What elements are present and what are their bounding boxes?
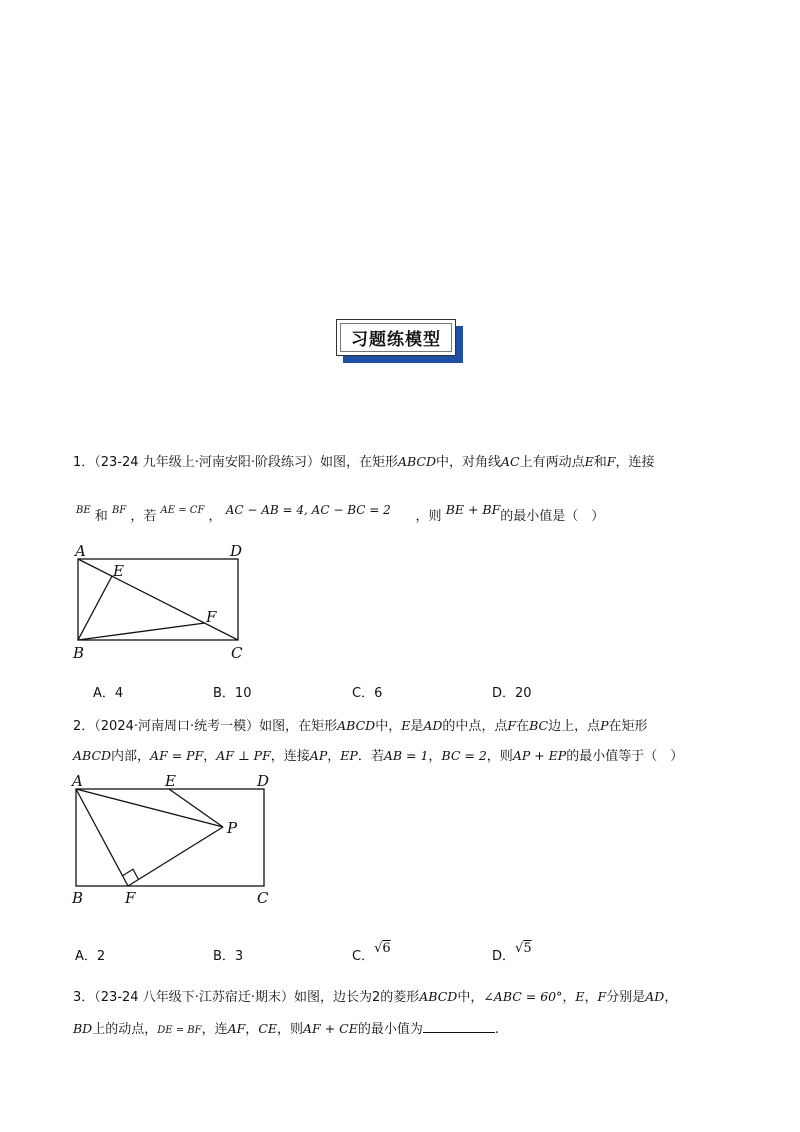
q2-text: ， xyxy=(327,749,341,764)
q1-text: 上有两动点 xyxy=(519,455,585,470)
q1-line-1 xyxy=(73,451,654,470)
q2-label-a: A xyxy=(72,772,83,790)
q3-text: 的最小值为 xyxy=(357,1022,423,1037)
q2-option-c-radical: √6 xyxy=(374,941,391,956)
q3-math-bd: BD xyxy=(73,1021,93,1036)
q1-option-a[interactable]: A．4 xyxy=(93,686,124,701)
q2-label-p: P xyxy=(227,819,238,837)
q3-text: 上的动点， xyxy=(92,1022,158,1037)
q2-line-2 xyxy=(73,745,683,764)
q1-label-f: F xyxy=(206,608,217,626)
q1-option-b[interactable]: B．10 xyxy=(213,686,252,701)
q2-text: 在 xyxy=(516,719,530,734)
q2-text: 是 xyxy=(410,719,424,734)
q3-text: 分别是 xyxy=(606,990,646,1005)
q1-math-abcd: ABCD xyxy=(397,454,437,469)
q3-text: ， xyxy=(245,1022,259,1037)
q1-text: 的最小值是（ ） xyxy=(500,509,605,524)
title-banner-frame xyxy=(340,323,452,352)
q2-label-e: E xyxy=(165,772,176,790)
q2-math-p: P xyxy=(600,718,609,733)
q3-text: ， xyxy=(584,990,598,1005)
q1-line-2 xyxy=(76,502,605,524)
q2-math-e: E xyxy=(401,718,411,733)
q2-option-b[interactable]: B．3 xyxy=(213,949,244,964)
q2-option-d-radical: √5 xyxy=(515,941,532,956)
q3-text: 如图，边长为 xyxy=(293,990,372,1005)
title-banner xyxy=(336,319,456,356)
q2-text: ，连接 xyxy=(270,749,310,764)
q2-math-ap: AP xyxy=(309,748,328,763)
q2-math-abcd: ABCD xyxy=(337,718,376,733)
q2-line-1 xyxy=(73,715,648,734)
q2-math-ab: AB = 1 xyxy=(383,748,429,763)
q1-text: ，则 xyxy=(415,509,442,524)
q2-number: 2． xyxy=(73,719,95,734)
q1-math-cond2: AC − AB = 4, AC − BC = 2 xyxy=(225,503,391,517)
q2-text: ， xyxy=(428,749,442,764)
q2-label-f: F xyxy=(125,889,136,905)
q2-math-f: F xyxy=(507,718,517,733)
q3-math-f: F xyxy=(597,989,607,1004)
q2-option-d[interactable] xyxy=(492,941,532,964)
q2-source: （2024·河南周口·统考一模） xyxy=(94,719,260,734)
q3-text: ， xyxy=(562,990,576,1005)
q1-math-bf: BF xyxy=(111,505,127,516)
q2-option-a[interactable]: A．2 xyxy=(75,949,106,964)
q3-math-ad: AD xyxy=(645,989,665,1004)
q2-text: 中， xyxy=(375,719,402,734)
q3-text: 的菱形 xyxy=(380,990,420,1005)
q2-option-c-label: C． xyxy=(352,949,375,964)
q3-text: . xyxy=(494,1022,499,1037)
q3-line-2 xyxy=(73,1018,499,1037)
q2-text: 内部， xyxy=(111,749,151,764)
q2-text: ， xyxy=(203,749,217,764)
q2-text: ．若 xyxy=(357,749,384,764)
q2-segment-ep xyxy=(169,789,223,827)
q3-math-af: AF xyxy=(227,1021,246,1036)
q2-segment-fp xyxy=(128,827,223,886)
q2-text: 的中点，点 xyxy=(442,719,508,734)
q2-math-ad: AD xyxy=(423,718,443,733)
q3-math-e: E xyxy=(575,989,585,1004)
q1-text: ， xyxy=(208,509,222,524)
q1-source: （23-24 九年级上·河南安阳·阶段练习） xyxy=(94,455,320,470)
q3-text: ，连 xyxy=(201,1022,228,1037)
q1-math-e: E xyxy=(584,454,594,469)
q3-number-two: 2 xyxy=(371,990,381,1005)
q1-text: 和 xyxy=(593,455,607,470)
q1-segment-bf xyxy=(78,623,205,640)
q2-figure xyxy=(68,770,278,905)
q3-text: ， xyxy=(664,990,678,1005)
q1-figure xyxy=(70,540,260,665)
q2-rectangle xyxy=(76,789,264,886)
q3-text: ，则 xyxy=(277,1022,304,1037)
q3-math-expr: AF + CE xyxy=(303,1021,358,1036)
q2-label-c: C xyxy=(257,889,269,905)
q3-answer-blank[interactable] xyxy=(423,1020,495,1033)
q1-math-be: BE xyxy=(76,505,91,516)
q1-option-c[interactable]: C．6 xyxy=(352,686,383,701)
q2-math-bc: BC xyxy=(529,718,549,733)
q3-math-abcd: ABCD xyxy=(419,989,458,1004)
q2-text: 在矩形 xyxy=(608,719,648,734)
q2-segment-af xyxy=(76,789,128,886)
q1-text: ，连接 xyxy=(615,455,655,470)
q1-number: 1． xyxy=(73,455,95,470)
q3-math-angle: ∠ABC = 60° xyxy=(483,989,563,1004)
q2-segment-ap xyxy=(76,789,223,827)
q1-label-b: B xyxy=(73,644,85,662)
q2-math-cond1: AF = PF xyxy=(150,748,204,763)
q2-option-c[interactable] xyxy=(352,941,391,964)
q2-math-abcd: ABCD xyxy=(73,748,112,763)
q2-math-ep: EP xyxy=(340,748,358,763)
q3-math-ce: CE xyxy=(258,1021,278,1036)
q2-label-b: B xyxy=(72,889,84,905)
q1-text: ，若 xyxy=(130,509,157,524)
q1-text: 中，对角线 xyxy=(436,455,502,470)
q2-math-expr: AP + EP xyxy=(512,748,567,763)
page-title: 习题练模型 xyxy=(351,330,441,350)
q1-option-d[interactable]: D．20 xyxy=(492,686,532,701)
q2-text: 的最小值等于（ ） xyxy=(566,749,684,764)
q3-math-cond: DE = BF xyxy=(157,1025,202,1036)
q2-text: 如图，在矩形 xyxy=(259,719,338,734)
q1-math-cond1: AE = CF xyxy=(160,505,205,516)
q2-option-d-radicand: 5 xyxy=(523,941,532,956)
q1-math-expr: BE + BF xyxy=(445,502,501,517)
q2-text: ，则 xyxy=(486,749,513,764)
q1-label-d: D xyxy=(230,542,243,560)
q2-label-d: D xyxy=(257,772,270,790)
q2-math-cond2: AF ⊥ PF xyxy=(216,748,271,763)
q1-segment-be xyxy=(78,576,112,640)
q1-label-a: A xyxy=(75,542,86,560)
q2-math-bc: BC = 2 xyxy=(441,748,487,763)
q1-label-c: C xyxy=(231,644,243,662)
q1-text: 和 xyxy=(94,509,108,524)
q3-source: （23-24 八年级下·江苏宿迁·期末） xyxy=(94,990,294,1005)
q3-line-1 xyxy=(73,986,677,1005)
q1-label-e: E xyxy=(113,562,124,580)
q2-right-angle-mark xyxy=(123,869,139,879)
q1-math-ac: AC xyxy=(501,454,520,469)
q2-option-d-label: D． xyxy=(492,949,516,964)
q2-text: 边上，点 xyxy=(548,719,601,734)
q1-math-f: F xyxy=(606,454,616,469)
q1-diagonal-ac xyxy=(78,559,238,640)
q2-option-c-radicand: 6 xyxy=(382,941,391,956)
q3-number: 3． xyxy=(73,990,95,1005)
q1-text: 如图，在矩形 xyxy=(319,455,398,470)
q3-text: 中， xyxy=(457,990,484,1005)
